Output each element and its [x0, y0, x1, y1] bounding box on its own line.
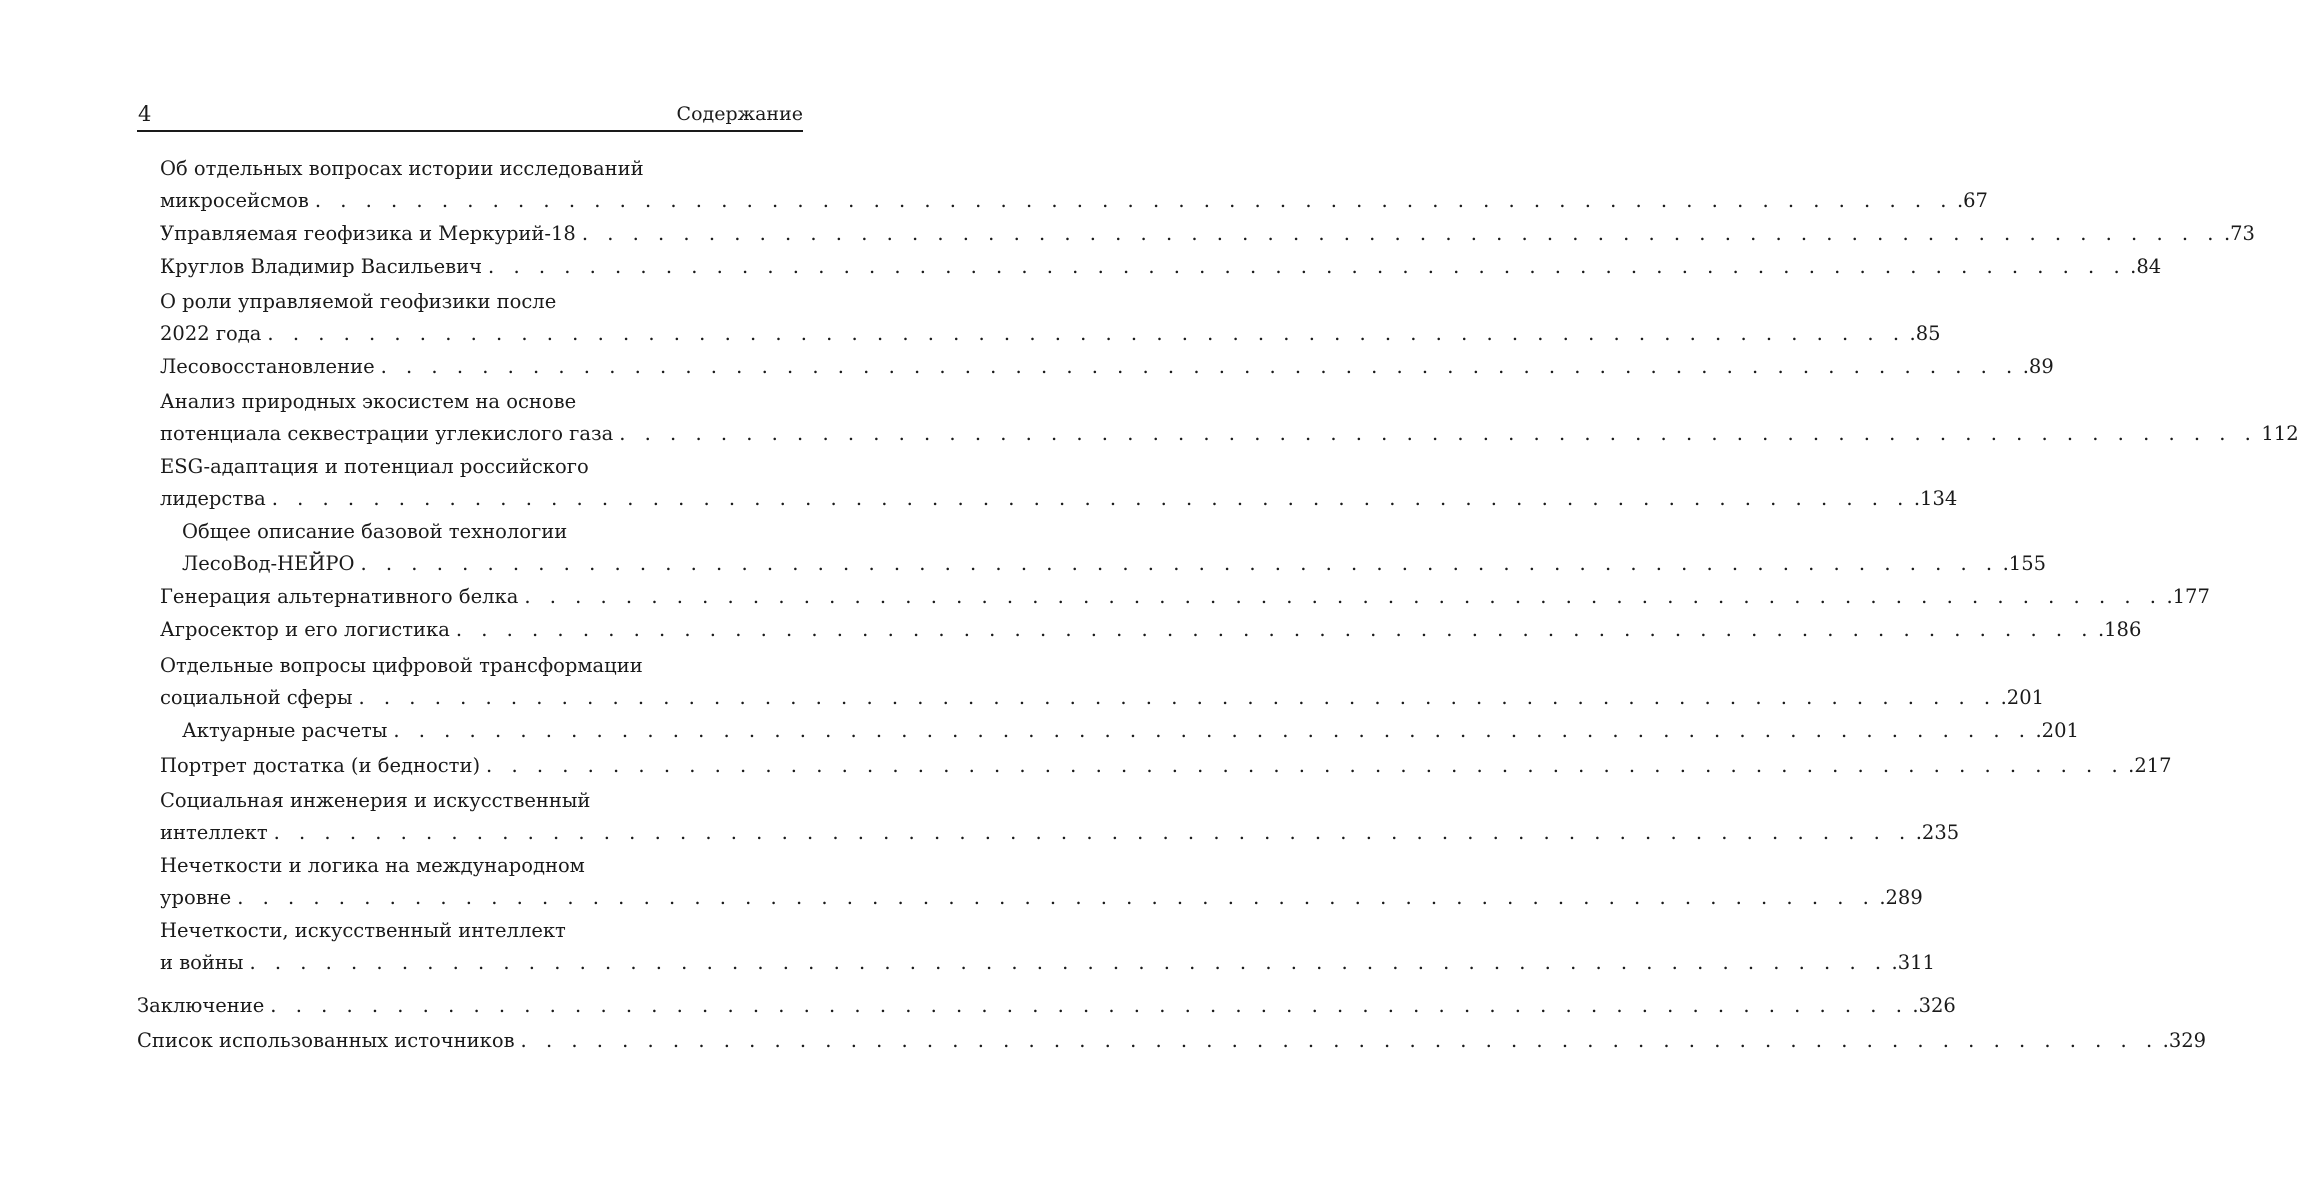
toc-entry-page-number: .186: [2097, 618, 2142, 641]
toc-entry: [160, 650, 2045, 714]
toc-entry-last-line: [160, 251, 2162, 283]
toc-entry-page-number: .201: [2000, 686, 2045, 709]
toc-entry-last-line: [160, 218, 2255, 250]
dot-leader: . . . . . . . . . . . . . . . . . . . . . . . . . . . . . . . . . . . . . . . . . . . . . . . . . . . . . . . . . . . . . . . . .: [237, 886, 1876, 909]
toc-entry: [182, 715, 2079, 747]
toc-entry: [160, 915, 1935, 979]
toc-entry-last-line: [160, 318, 1941, 350]
dot-leader: . . . . . . . . . . . . . . . . . . . . . . . . . . . . . . . . . . . . . . . . . . . . . . . . . . . . . . . . . . . . . . . . .: [314, 189, 1953, 212]
toc-entry-page-number: .201: [2035, 719, 2079, 742]
toc-entry-title-line: и войны: [160, 951, 244, 974]
dot-leader: . . . . . . . . . . . . . . . . . . . . . . . . . . . . . . . . . . . . . . . . . . . . . . . . . . . . . . . . . . . . . . . . .: [380, 355, 2019, 378]
toc-entry-title-line: Об отдельных вопросах истории исследований: [160, 157, 644, 180]
toc-entry: [137, 1025, 2207, 1057]
toc-entry-page-number: .85: [1909, 322, 1941, 345]
dot-leader: . . . . . . . . . . . . . . . . . . . . . . . . . . . . . . . . . . . . . . . . . . . . . . . . . . . . . . . . . . . . . . . . .: [273, 821, 1912, 844]
toc-entry-title-line: Актуарные расчеты: [182, 719, 388, 742]
toc-entry: [160, 386, 2299, 450]
toc-entry-title-line: Управляемая геофизика и Меркурий-18: [160, 222, 576, 245]
toc-entry-page-number: .326: [1912, 994, 1956, 1017]
toc-entry-page-number: .89: [2022, 355, 2054, 378]
toc-entry: [160, 286, 1941, 350]
toc-entry-title-line: Социальная инженерия и искусственный: [160, 789, 591, 812]
toc-entry-last-line: [137, 1025, 2207, 1057]
dot-leader: . . . . . . . . . . . . . . . . . . . . . . . . . . . . . . . . . . . . . . . . . . . . . . . . . . . . . . . . . . . . . . . . .: [270, 994, 1909, 1017]
toc-entry-last-line: [160, 947, 1935, 979]
toc-entry-last-line: [160, 750, 2172, 782]
toc-entry: [160, 785, 1960, 849]
toc-entry-page-number: 112: [2261, 422, 2299, 445]
dot-leader: . . . . . . . . . . . . . . . . . . . . . . . . . . . . . . . . . . . . . . . . . . . . . . . . . . . . . . . . . . . . . . . . .: [488, 255, 2127, 278]
toc-entry-last-line: [160, 614, 2142, 646]
toc-entry-last-line: [160, 817, 1960, 849]
toc-entry: [160, 218, 2255, 250]
toc-entry-last-line: [160, 418, 2299, 450]
dot-leader: . . . . . . . . . . . . . . . . . . . . . . . . . . . . . . . . . . . . . . . . . . . . . . . . . . . . . . . . . . . . . . . . .: [249, 951, 1888, 974]
toc-entry-page-number: .84: [2130, 255, 2162, 278]
toc-entry: [160, 251, 2162, 283]
toc-entry-title-line: лидерства: [160, 487, 266, 510]
toc-entry-title-line: Генерация альтернативного белка: [160, 585, 519, 608]
toc-entry-last-line: [160, 682, 2045, 714]
toc-entry-title-line: потенциала секвестрации углекислого газа: [160, 422, 614, 445]
toc-entry: [160, 153, 1988, 217]
toc-entry-title-line: 2022 года: [160, 322, 262, 345]
toc-entry: [160, 750, 2172, 782]
dot-leader: . . . . . . . . . . . . . . . . . . . . . . . . . . . . . . . . . . . . . . . . . . . . . . . . . . . . . . . . . . . . . . . . .: [455, 618, 2094, 641]
toc-entry: [160, 451, 1958, 515]
dot-leader: . . . . . . . . . . . . . . . . . . . . . . . . . . . . . . . . . . . . . . . . . . . . . . . . . . . . . . . . . . . . . . . . .: [520, 1029, 2159, 1052]
toc-entry-page-number: .235: [1915, 821, 1960, 844]
toc-entry-page-number: .67: [1956, 189, 1988, 212]
dot-leader: . . . . . . . . . . . . . . . . . . . . . . . . . . . . . . . . . . . . . . . . . . . . . . . . . . . . . . . . . . . . . . . . .: [360, 552, 1999, 575]
toc-entry-last-line: [160, 882, 1923, 914]
toc-entry-last-line: [137, 990, 1956, 1022]
toc-entry-page-number: .155: [2002, 552, 2047, 575]
toc-entry-title-line: Нечеткости и логика на международном: [160, 854, 585, 877]
dot-leader: . . . . . . . . . . . . . . . . . . . . . . . . . . . . . . . . . . . . . . . . . . . . . . . . . . . . . . . . . . . . . . . . .: [581, 222, 2220, 245]
toc-entry: [160, 581, 2210, 613]
toc-entry-title-line: Отдельные вопросы цифровой трансформации: [160, 654, 643, 677]
dot-leader: . . . . . . . . . . . . . . . . . . . . . . . . . . . . . . . . . . . . . . . . . . . . . . . . . . . . . . . . . . . . . . . . .: [393, 719, 2032, 742]
toc-entry-last-line: [160, 581, 2210, 613]
toc-entry-last-line: [182, 548, 2047, 580]
toc-entry-page-number: .134: [1913, 487, 1958, 510]
toc-entry: [182, 516, 2047, 580]
toc-entry: [160, 850, 1923, 914]
dot-leader: . . . . . . . . . . . . . . . . . . . . . . . . . . . . . . . . . . . . . . . . . . . . . . . . . . . . . . . . . . . . . . . . .: [267, 322, 1906, 345]
page-number: 4: [138, 102, 152, 126]
dot-leader: . . . . . . . . . . . . . . . . . . . . . . . . . . . . . . . . . . . . . . . . . . . . . . . . . . . . . . . . . . . . . . . . .: [358, 686, 1997, 709]
toc-entry-page-number: .329: [2162, 1029, 2207, 1052]
toc-entry: [137, 990, 1956, 1022]
toc-entry-last-line: [182, 715, 2079, 747]
toc-entry-title-line: Список использованных источников: [137, 1029, 515, 1052]
toc-entry-title-line: интеллект: [160, 821, 268, 844]
toc-entry-title-line: Агросектор и его логистика: [160, 618, 450, 641]
toc-entry: [160, 351, 2054, 383]
toc-entry-title-line: ESG-адаптация и потенциал российского: [160, 455, 589, 478]
toc-entry-page-number: .217: [2128, 754, 2172, 777]
toc-entry-title-line: Нечеткости, искусственный интеллект: [160, 919, 566, 942]
dot-leader: . . . . . . . . . . . . . . . . . . . . . . . . . . . . . . . . . . . . . . . . . . . . . . . . . . . . . . . . . . . . . . . . .: [619, 422, 2258, 445]
toc-entry-page-number: .73: [2223, 222, 2255, 245]
toc-entry-page-number: .311: [1891, 951, 1935, 974]
dot-leader: . . . . . . . . . . . . . . . . . . . . . . . . . . . . . . . . . . . . . . . . . . . . . . . . . . . . . . . . . . . . . . . . .: [524, 585, 2163, 608]
toc-entry-title-line: Анализ природных экосистем на основе: [160, 390, 577, 413]
toc-entry-title-line: Портрет достатка (и бедности): [160, 754, 481, 777]
toc-entry-last-line: [160, 351, 2054, 383]
dot-leader: . . . . . . . . . . . . . . . . . . . . . . . . . . . . . . . . . . . . . . . . . . . . . . . . . . . . . . . . . . . . . . . . .: [486, 754, 2125, 777]
toc-entry-title-line: микросейсмов: [160, 189, 309, 212]
toc-entry-page-number: .177: [2166, 585, 2210, 608]
running-title: Содержание: [676, 103, 803, 125]
toc-entry-title-line: О роли управляемой геофизики после: [160, 290, 557, 313]
toc-entry-title-line: Круглов Владимир Васильевич: [160, 255, 483, 278]
dot-leader: . . . . . . . . . . . . . . . . . . . . . . . . . . . . . . . . . . . . . . . . . . . . . . . . . . . . . . . . . . . . . . . . .: [271, 487, 1910, 510]
toc-entry-title-line: Заключение: [137, 994, 265, 1017]
toc-entry-last-line: [160, 185, 1988, 217]
toc-entry-title-line: Общее описание базовой технологии: [182, 520, 568, 543]
toc-entry-title-line: ЛесоВод-НЕЙРО: [182, 552, 355, 575]
toc-entry-last-line: [160, 483, 1958, 515]
toc-entry-title-line: социальной сферы: [160, 686, 353, 709]
toc-entry-title-line: уровне: [160, 886, 232, 909]
toc-entry-title-line: Лесовосстановление: [160, 355, 375, 378]
toc-entry-page-number: .289: [1879, 886, 1923, 909]
toc-entry: [160, 614, 2142, 646]
